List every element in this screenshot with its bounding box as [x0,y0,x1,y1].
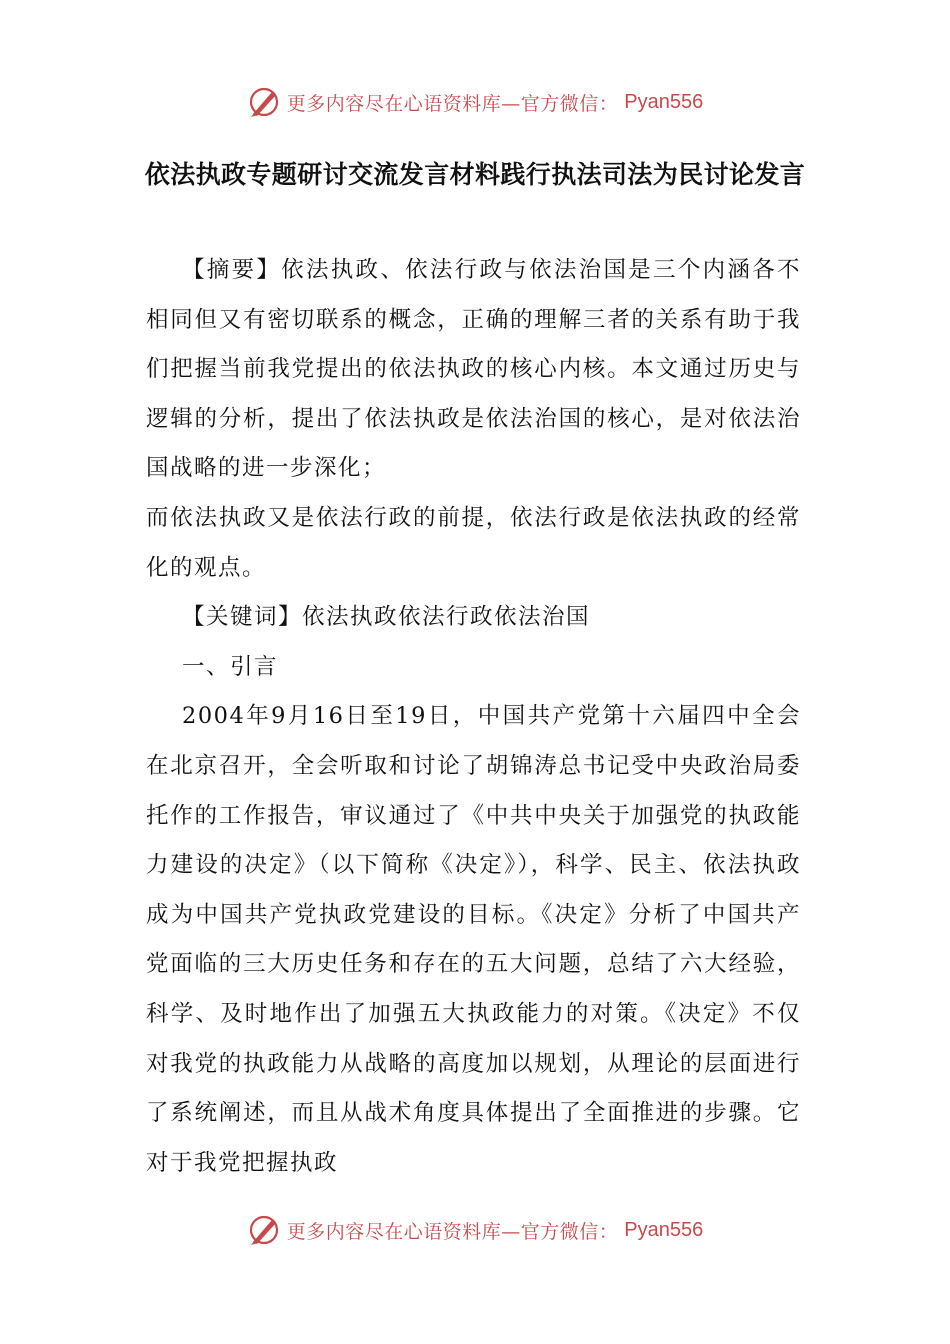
document-title: 依法执政专题研讨交流发言材料践行执法司法为民讨论发言 [144,160,806,189]
pen-logo-icon [247,85,281,119]
watermark-wechat-id: Pyan556 [624,90,704,113]
watermark-text: 更多内容尽在心语资料库—官方微信： [286,92,619,115]
abstract-paragraph: 【摘要】依法执政、依法行政与依法治国是三个内涵各不相同但又有密切联系的概念，正确的理解三者的关系有助于我们把握当前我党提出的依法执政的核心内核。本文通过历史与逻辑的分析，提出了依法执政是依法治国的核心，是对依法治国战略的进一步深化； [146,257,801,482]
watermark-banner-top [0,80,950,124]
document-body [146,246,801,1188]
section-heading: 一、引言 [182,653,279,680]
body-paragraph: 2004年9月16日至19日，中国共产党第十六届四中全会在北京召开，全会听取和讨论了胡锦涛总书记受中央政治局委托作的工作报告，审议通过了《中共中央关于加强党的执政能力建设的决定》（以下简称《决定》），科学、民主、依法执政成为中国共产党执政党建设的目标。《决定》分析了中国共产党面临的三大历史任务和存在的五大问题，总结了六大经验，科学、及时地作出了加强五大执政能力的对策。《决定》不仅对我党的执政能力从战略的高度加以规划，从理论的层面进行了系统阐述，而且从战术角度具体提出了全面推进的步骤。它对于我党把握执政 [146,703,801,1176]
watermark-text: 更多内容尽在心语资料库—官方微信： [286,1220,619,1243]
keywords-paragraph: 【关键词】依法执政依法行政依法治国 [182,604,591,631]
pen-logo-icon [247,1213,281,1247]
watermark-banner-bottom [0,1208,950,1252]
abstract-continuation: 而依法执政又是依法行政的前提，依法行政是依法执政的经常化的观点。 [146,504,801,581]
watermark-wechat-id: Pyan556 [624,1218,704,1241]
